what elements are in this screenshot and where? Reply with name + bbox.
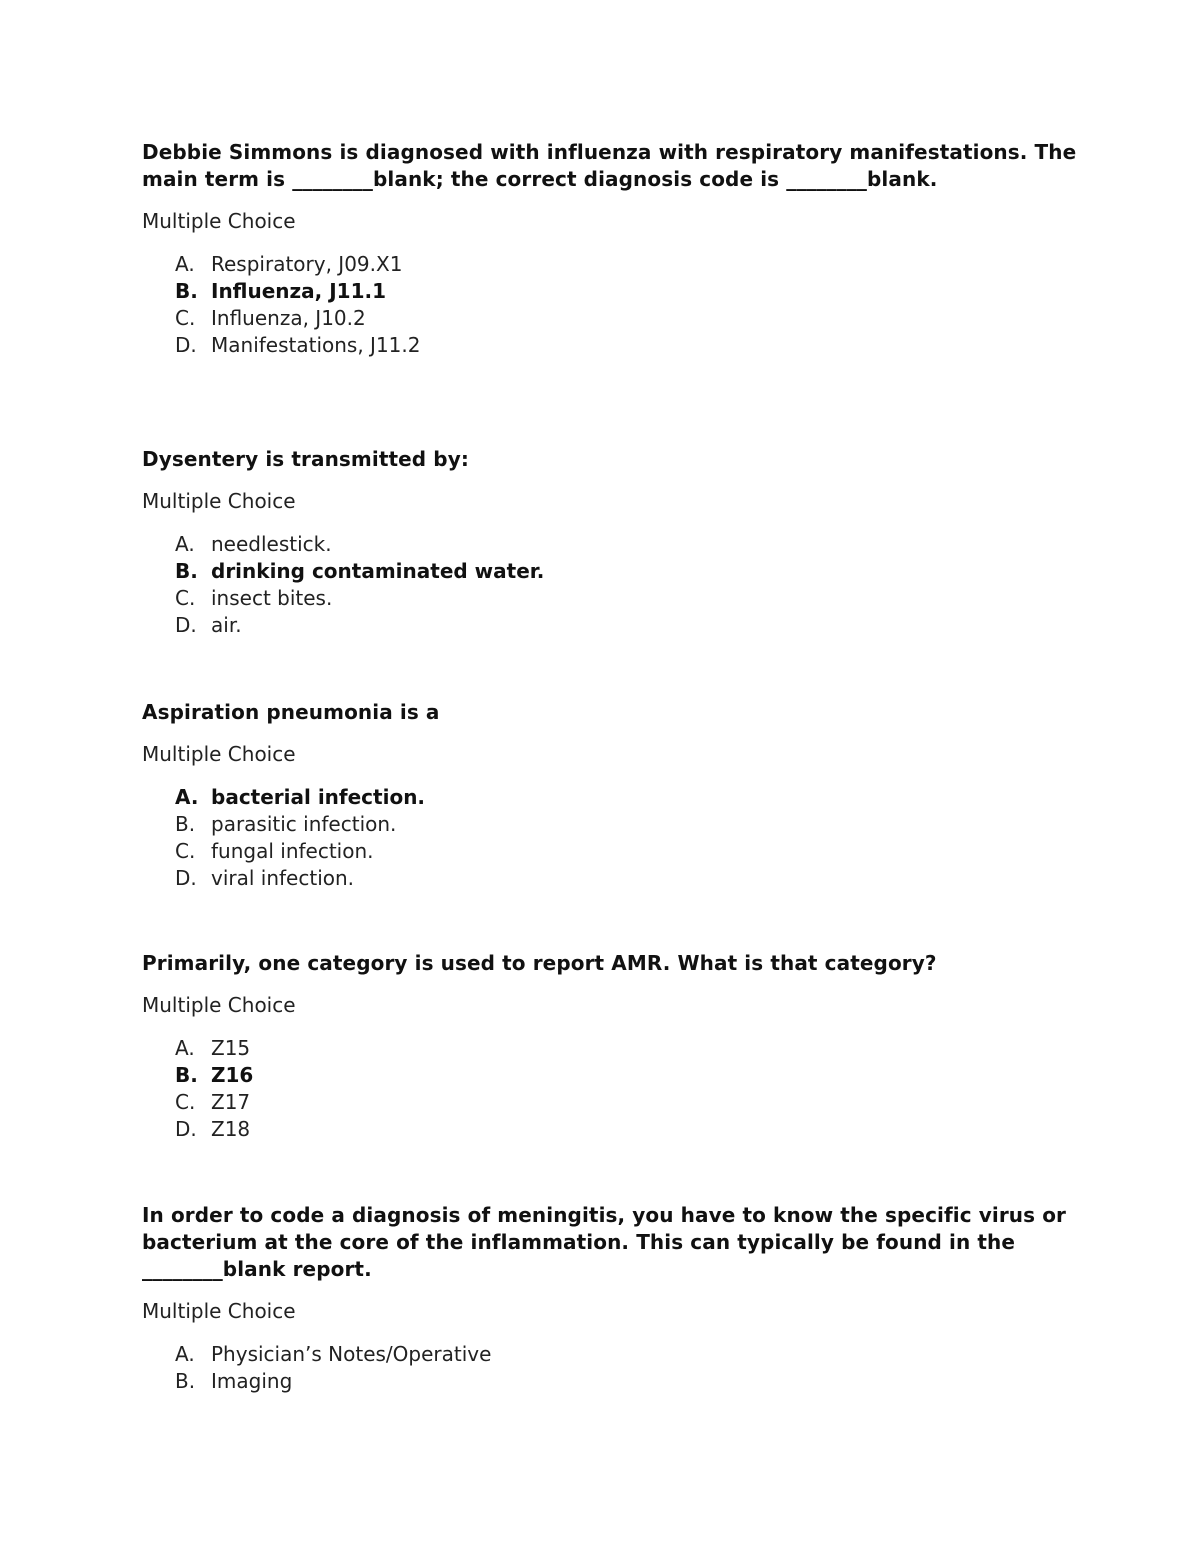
option-letter: A. [175, 532, 195, 556]
option-text: Z17 [211, 1090, 251, 1114]
question-text: Debbie Simmons is diagnosed with influenza with respiratory manifestations. The main term is ________blank; the correct diagnosis code is ________blank. [142, 140, 1077, 191]
option-text: Z18 [211, 1117, 251, 1141]
option-text: Manifestations, J11.2 [211, 333, 421, 357]
multiple-choice-label: Multiple Choice [142, 993, 296, 1017]
option-c[interactable] [142, 305, 1082, 332]
option-letter: B. [175, 1369, 196, 1393]
option-letter: D. [175, 1117, 197, 1141]
option-letter: B. [175, 279, 198, 303]
option-a[interactable] [142, 784, 1082, 811]
option-d[interactable] [142, 865, 1082, 892]
option-text: air. [211, 613, 242, 637]
option-letter: A. [175, 252, 195, 276]
option-letter: A. [175, 1036, 195, 1060]
option-text: fungal infection. [211, 839, 374, 863]
option-letter: C. [175, 839, 196, 863]
option-text: insect bites. [211, 586, 333, 610]
options-list [142, 784, 1082, 892]
option-a[interactable] [142, 1341, 1082, 1368]
option-letter: B. [175, 559, 198, 583]
option-letter: D. [175, 613, 197, 637]
question-2 [142, 446, 1082, 639]
question-5 [142, 1202, 1082, 1395]
option-text: Physician’s Notes/Operative [211, 1342, 492, 1366]
option-text: needlestick. [211, 532, 332, 556]
option-letter: C. [175, 1090, 196, 1114]
option-text: Influenza, J11.1 [211, 279, 387, 303]
question-text: In order to code a diagnosis of meningitis, you have to know the specific virus or bacterium at the core of the inflammation. This can typically be found in the ________blank report. [142, 1203, 1067, 1281]
option-text: Respiratory, J09.X1 [211, 252, 403, 276]
multiple-choice-label: Multiple Choice [142, 1299, 296, 1323]
option-text: drinking contaminated water. [211, 559, 545, 583]
option-b[interactable] [142, 811, 1082, 838]
options-list [142, 531, 1082, 639]
question-3 [142, 699, 1082, 892]
options-list [142, 1035, 1082, 1143]
question-text: Aspiration pneumonia is a [142, 700, 440, 724]
options-list [142, 251, 1082, 359]
option-letter: C. [175, 586, 196, 610]
option-text: Influenza, J10.2 [211, 306, 366, 330]
option-letter: D. [175, 866, 197, 890]
option-text: Z16 [211, 1063, 254, 1087]
option-b[interactable] [142, 1368, 1082, 1395]
option-c[interactable] [142, 838, 1082, 865]
question-4 [142, 950, 1082, 1143]
option-d[interactable] [142, 612, 1082, 639]
option-text: parasitic infection. [211, 812, 397, 836]
option-letter: A. [175, 785, 199, 809]
multiple-choice-label: Multiple Choice [142, 489, 296, 513]
question-1 [142, 139, 1082, 359]
option-text: viral infection. [211, 866, 355, 890]
option-a[interactable] [142, 1035, 1082, 1062]
option-b[interactable] [142, 558, 1082, 585]
option-c[interactable] [142, 585, 1082, 612]
question-text: Primarily, one category is used to report AMR. What is that category? [142, 951, 937, 975]
option-letter: B. [175, 1063, 198, 1087]
option-letter: D. [175, 333, 197, 357]
option-letter: A. [175, 1342, 195, 1366]
option-text: bacterial infection. [211, 785, 426, 809]
option-c[interactable] [142, 1089, 1082, 1116]
option-a[interactable] [142, 251, 1082, 278]
question-text: Dysentery is transmitted by: [142, 447, 469, 471]
option-text: Imaging [211, 1369, 293, 1393]
option-d[interactable] [142, 1116, 1082, 1143]
option-letter: C. [175, 306, 196, 330]
option-letter: B. [175, 812, 196, 836]
multiple-choice-label: Multiple Choice [142, 209, 296, 233]
options-list [142, 1341, 1082, 1395]
option-d[interactable] [142, 332, 1082, 359]
option-b[interactable] [142, 278, 1082, 305]
option-a[interactable] [142, 531, 1082, 558]
option-b[interactable] [142, 1062, 1082, 1089]
multiple-choice-label: Multiple Choice [142, 742, 296, 766]
option-text: Z15 [211, 1036, 251, 1060]
